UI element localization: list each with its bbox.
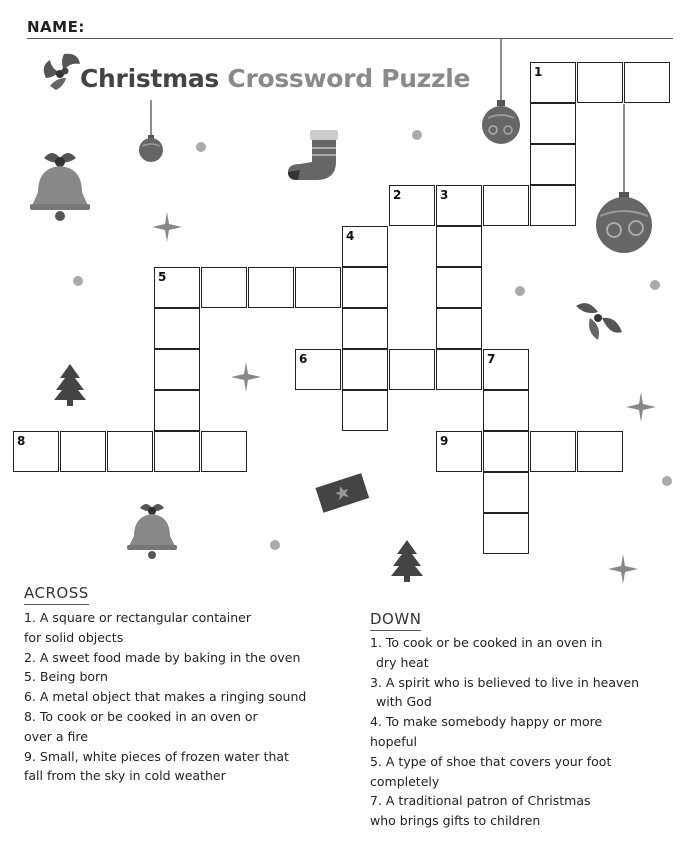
star-icon	[606, 552, 640, 586]
clue-line: fall from the sky in cold weather	[24, 768, 226, 784]
clue-line: 3. A spirit who is believed to live in heaven	[370, 674, 639, 690]
grid-cell[interactable]	[530, 62, 576, 103]
clue-line: who brings gifts to children	[370, 813, 541, 829]
envelope-icon	[314, 470, 370, 514]
snow-dot	[270, 540, 280, 550]
clue-line: over a fire	[24, 728, 88, 744]
grid-cell[interactable]	[248, 267, 294, 308]
grid-cell[interactable]	[436, 308, 482, 349]
grid-cell[interactable]	[436, 349, 482, 390]
grid-cell[interactable]	[530, 103, 576, 144]
grid-cell[interactable]	[342, 390, 388, 431]
stocking-icon	[286, 128, 348, 184]
snow-dot	[650, 280, 660, 290]
grid-cell[interactable]	[483, 390, 529, 431]
clue-number: 7	[487, 352, 496, 366]
clue-line: 4. To make somebody happy or more	[370, 714, 603, 730]
grid-cell[interactable]	[483, 513, 529, 554]
grid-cell[interactable]	[530, 431, 576, 472]
grid-cell[interactable]	[624, 62, 670, 103]
grid-cell[interactable]	[483, 185, 529, 226]
bell-icon	[22, 148, 102, 224]
clue-number: 9	[440, 434, 449, 448]
grid-cell[interactable]	[577, 62, 623, 103]
grid-cell[interactable]	[436, 431, 482, 472]
grid-cell[interactable]	[342, 349, 388, 390]
grid-cell[interactable]	[342, 267, 388, 308]
clue-line: 5. Being born	[24, 669, 108, 685]
grid-cell[interactable]	[60, 431, 106, 472]
clue-number: 6	[299, 352, 308, 366]
clue-line: hopeful	[370, 733, 417, 749]
clue-line: 1. To cook or be cooked in an oven in	[370, 635, 603, 650]
grid-cell[interactable]	[577, 431, 623, 472]
clue-number: 3	[440, 188, 449, 202]
grid-cell[interactable]	[295, 267, 341, 308]
down-heading: DOWN	[370, 610, 421, 631]
name-label: NAME:	[27, 18, 85, 36]
clue-number: 1	[534, 65, 543, 79]
ornament-icon	[478, 38, 524, 146]
grid-cell[interactable]	[530, 144, 576, 185]
star-icon	[229, 360, 263, 394]
clue-line: 8. To cook or be cooked in an oven or	[24, 708, 258, 724]
clue-number: 8	[17, 434, 26, 448]
grid-cell[interactable]	[154, 349, 200, 390]
name-line[interactable]	[27, 38, 673, 39]
grid-cell[interactable]	[342, 226, 388, 267]
clue-line: 1. A square or rectangular container	[24, 610, 251, 625]
grid-cell[interactable]	[530, 185, 576, 226]
grid-cell[interactable]	[436, 185, 482, 226]
clue-line: with God	[376, 694, 432, 710]
grid-cell[interactable]	[107, 431, 153, 472]
grid-cell[interactable]	[436, 267, 482, 308]
snow-dot	[73, 276, 83, 286]
clue-line: for solid objects	[24, 629, 124, 645]
ornament-icon	[136, 100, 166, 164]
grid-cell[interactable]	[154, 390, 200, 431]
holly-icon	[38, 48, 84, 94]
grid-cell[interactable]	[201, 431, 247, 472]
grid-cell[interactable]	[201, 267, 247, 308]
down-clues	[370, 633, 639, 831]
grid-cell[interactable]	[342, 308, 388, 349]
across-clues	[24, 608, 306, 786]
clue-line: 6. A metal object that makes a ringing sound	[24, 689, 307, 705]
title-part-crossword: Crossword Puzzle	[227, 64, 471, 93]
clue-line: completely	[370, 773, 440, 789]
name-row	[27, 14, 673, 40]
grid-cell[interactable]	[436, 226, 482, 267]
clue-line: 7. A traditional patron of Christmas	[370, 793, 591, 809]
across-heading: ACROSS	[24, 584, 89, 605]
puzzle-title	[80, 64, 470, 93]
bell-icon	[120, 500, 184, 562]
snow-dot	[412, 130, 422, 140]
clue-line: 5. A type of shoe that covers your foot	[370, 753, 612, 769]
grid-cell[interactable]	[389, 349, 435, 390]
snow-dot	[662, 476, 672, 486]
clue-number: 4	[346, 229, 355, 243]
grid-cell[interactable]	[295, 349, 341, 390]
clue-line: dry heat	[376, 654, 429, 670]
tree-icon	[386, 538, 428, 584]
clue-line: 2. A sweet food made by baking in the oven	[24, 649, 301, 665]
holly-icon	[572, 296, 626, 346]
clue-line: 9. Small, white pieces of frozen water that	[24, 748, 289, 764]
star-icon	[150, 210, 184, 244]
grid-cell[interactable]	[483, 472, 529, 513]
clue-number: 5	[158, 270, 167, 284]
title-part-christmas: Christmas	[80, 64, 219, 93]
snow-dot	[196, 142, 206, 152]
grid-cell[interactable]	[389, 185, 435, 226]
grid-cell[interactable]	[483, 431, 529, 472]
grid-cell[interactable]	[154, 431, 200, 472]
snow-dot	[515, 286, 525, 296]
grid-cell[interactable]	[154, 308, 200, 349]
ornament-icon	[594, 104, 654, 254]
grid-cell[interactable]	[154, 267, 200, 308]
grid-cell[interactable]	[483, 349, 529, 390]
star-icon	[624, 390, 658, 424]
clue-number: 2	[393, 188, 402, 202]
tree-icon	[52, 362, 88, 408]
grid-cell[interactable]	[13, 431, 59, 472]
